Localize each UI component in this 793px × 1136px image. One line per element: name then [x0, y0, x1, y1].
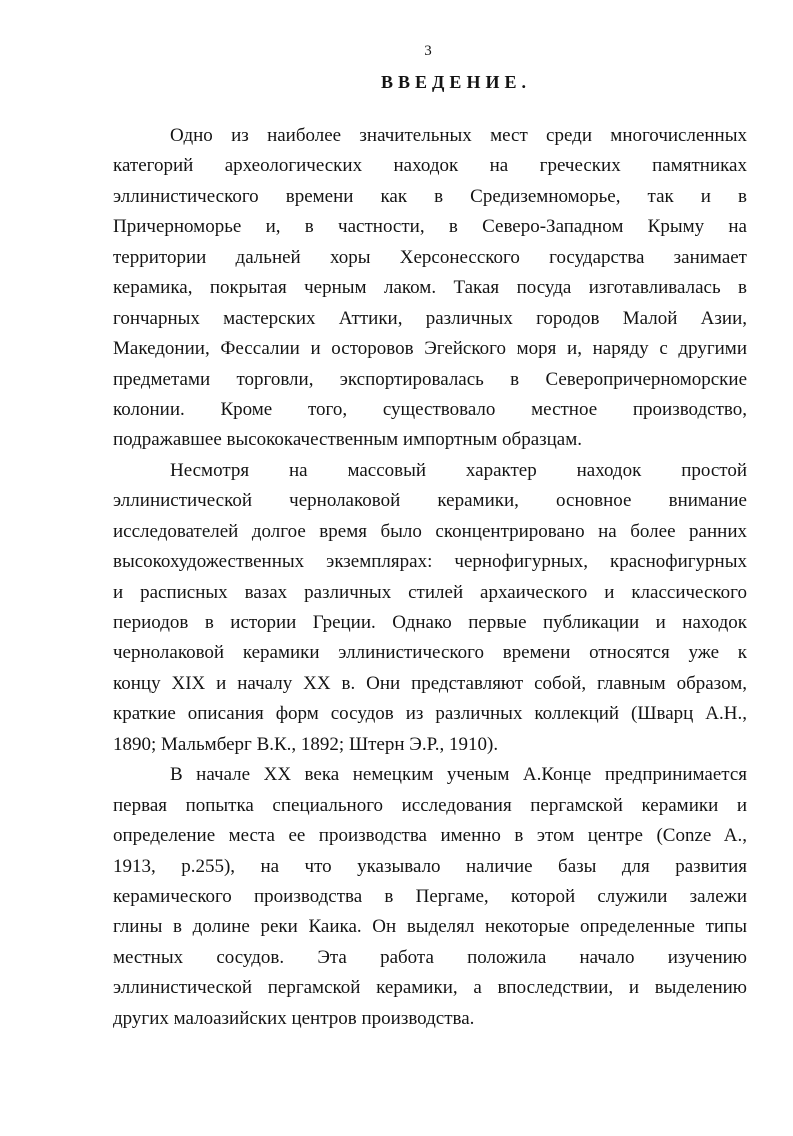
- text-line: подражавшее высококачественным импортным образцам.: [113, 429, 583, 451]
- text-line: краткие описания форм сосудов из различных коллекций (Шварц А.Н.,: [113, 703, 747, 725]
- text-line: чернолаковой керамики эллинистического времени относятся уже к: [113, 642, 747, 664]
- text-line: глины в долине реки Каика. Он выделял некоторые определенные типы: [113, 916, 747, 938]
- text-line: Причерноморье и, в частности, в Северо-Западном Крыму на: [113, 216, 747, 238]
- text-line: исследователей долгое время было сконцентрировано на более ранних: [113, 520, 747, 542]
- paragraph: [113, 121, 747, 456]
- text-line: категорий археологических находок на греческих памятниках: [113, 155, 747, 177]
- text-line: других малоазийских центров производства.: [113, 1007, 475, 1029]
- text-line: высокохудожественных экземплярах: чернофигурных, краснофигурных: [113, 551, 747, 573]
- text-line: 1913, p.255), на что указывало наличие базы для развития: [113, 855, 747, 877]
- text-line: колонии. Кроме того, существовало местное производство,: [113, 398, 747, 420]
- text-line: территории дальней хоры Херсонесского государства занимает: [113, 246, 747, 268]
- page-title: ВВЕДЕНИЕ.: [381, 72, 531, 92]
- text-line: эллинистической чернолаковой керамики, основное внимание: [113, 490, 747, 512]
- text-line: местных сосудов. Эта работа положила начало изучению: [113, 946, 747, 968]
- text-line: Одно из наиболее значительных мест среди многочисленных: [170, 125, 747, 146]
- text-line: Македонии, Фессалии и осторовов Эгейского моря и, наряду с другими: [113, 338, 747, 360]
- document-body: [113, 121, 747, 1034]
- text-line: концу XIX и началу XX в. Они представляют собой, главным образом,: [113, 672, 747, 694]
- paragraph: [113, 760, 747, 1034]
- text-line: эллинистического времени как в Средиземноморье, так и в: [113, 185, 747, 207]
- text-line: керамика, покрытая черным лаком. Такая посуда изготавливалась в: [113, 277, 747, 299]
- text-line: и расписных вазах различных стилей архаического и классического: [113, 581, 747, 603]
- text-line: периодов в истории Греции. Однако первые публикации и находок: [113, 612, 747, 633]
- text-line: эллинистической пергамской керамики, а впоследствии, и выделению: [113, 977, 747, 999]
- text-line: В начале XX века немецким ученым А.Конце предпринимается: [170, 764, 747, 786]
- text-line: Несмотря на массовый характер находок простой: [170, 459, 747, 481]
- text-line: определение места ее производства именно в этом центре (Conze A.,: [113, 825, 747, 847]
- paragraph: [113, 456, 747, 760]
- text-line: гончарных мастерских Аттики, различных городов Малой Азии,: [113, 307, 747, 329]
- text-line: керамического производства в Пергаме, которой служили залежи: [113, 885, 747, 907]
- text-line: предметами торговли, экспортировалась в Северопричерноморские: [113, 368, 747, 390]
- page-number: 3: [424, 43, 432, 59]
- text-line: первая попытка специального исследования пергамской керамики и: [113, 794, 747, 816]
- text-line: 1890; Мальмберг В.К., 1892; Штерн Э.Р., 1910).: [113, 733, 499, 755]
